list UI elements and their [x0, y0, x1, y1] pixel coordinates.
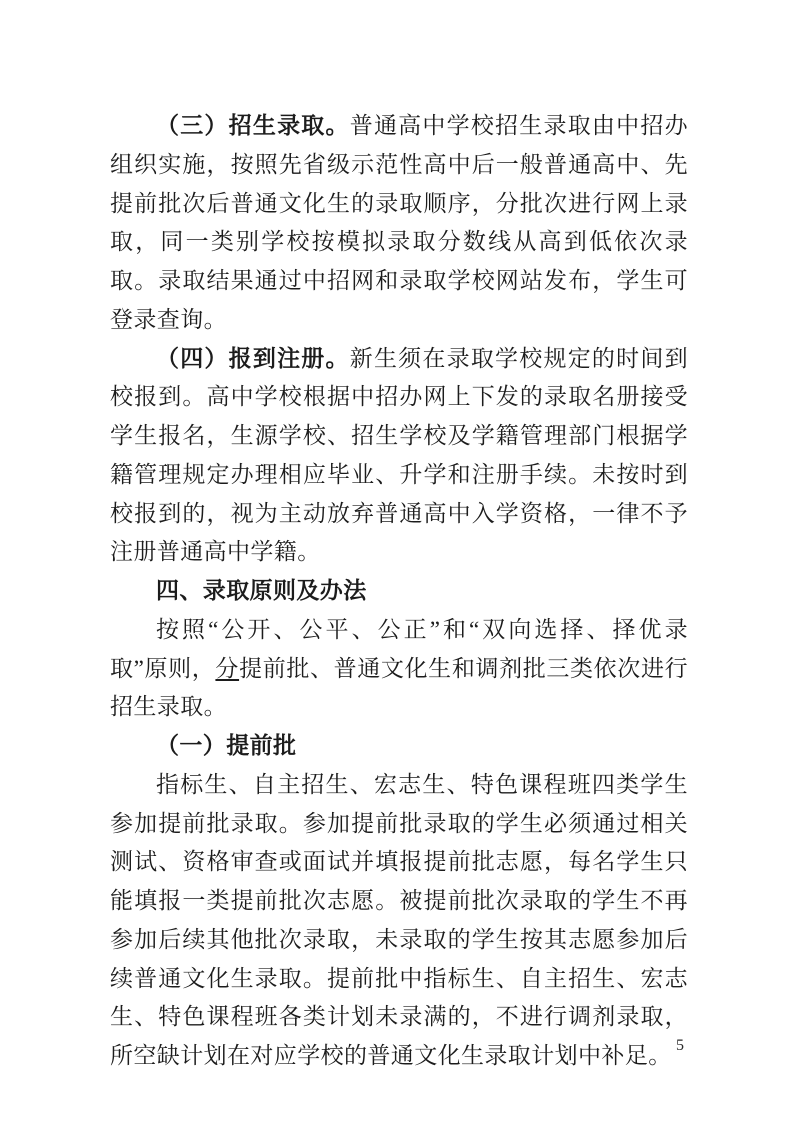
- paragraph-early-batch: 指标生、自主招生、宏志生、特色课程班四类学生参加提前批录取。参加提前批录取的学生必须通过相关测试、资格审查或面试并填报提前批志愿，每名学生只能填报一类提前批次志愿。被提前批次录取的学生不再参加后续其他批次录取，未录取的学生按其志愿参加后续普通文化生录取。提前批中指标生、自主招生、宏志生、特色课程班各类计划未录满的，不进行调剂录取，所空缺计划在对应学校的普通文化生录取计划中补足。: [110, 771, 688, 1068]
- paragraph-enrollment-admission-text: 普通高中学校招生录取由中招办组织实施，按照先省级示范性高中后一般普通高中、先提前批次后普通文化生的录取顺序，分批次进行网上录取，同一类别学校按模拟录取分数线从高到低依次录取。录取结果通过中招网和录取学校网站发布，学生可登录查询。: [110, 113, 688, 332]
- paragraph-principles: [110, 611, 688, 727]
- subsection-heading-early-batch: （一）提前批: [156, 733, 297, 758]
- page-number: 5: [676, 1037, 684, 1054]
- document-text-block: [110, 107, 688, 1076]
- paragraph-registration-text: 新生须在录取学校规定的时间到校报到。高中学校根据中招办网上下发的录取名册接受学生报名，生源学校、招生学校及学籍管理部门根据学籍管理规定办理相应毕业、升学和注册手续。未按时到校报到的，视为主动放弃普通高中入学资格，一律不予注册普通高中学籍。: [110, 345, 688, 565]
- section-heading-admission-principles: 四、录取原则及办法: [156, 578, 367, 603]
- paragraph-enrollment-admission-lead: （三）招生录取。: [156, 113, 350, 138]
- paragraph-principles-underlined-text: 分: [215, 655, 240, 681]
- paragraph-enrollment-admission: [110, 107, 688, 340]
- paragraph-registration-lead: （四）报到注册。: [156, 345, 350, 371]
- paragraph-principles-text-after: 提前批、普通文化生和调剂批三类依次进行招生录取。: [110, 655, 688, 720]
- paragraph-principles-text: 按照“公开、公平、公正”和“双向选择、择优录取”原则，: [110, 616, 688, 681]
- paragraph-registration: [110, 340, 688, 573]
